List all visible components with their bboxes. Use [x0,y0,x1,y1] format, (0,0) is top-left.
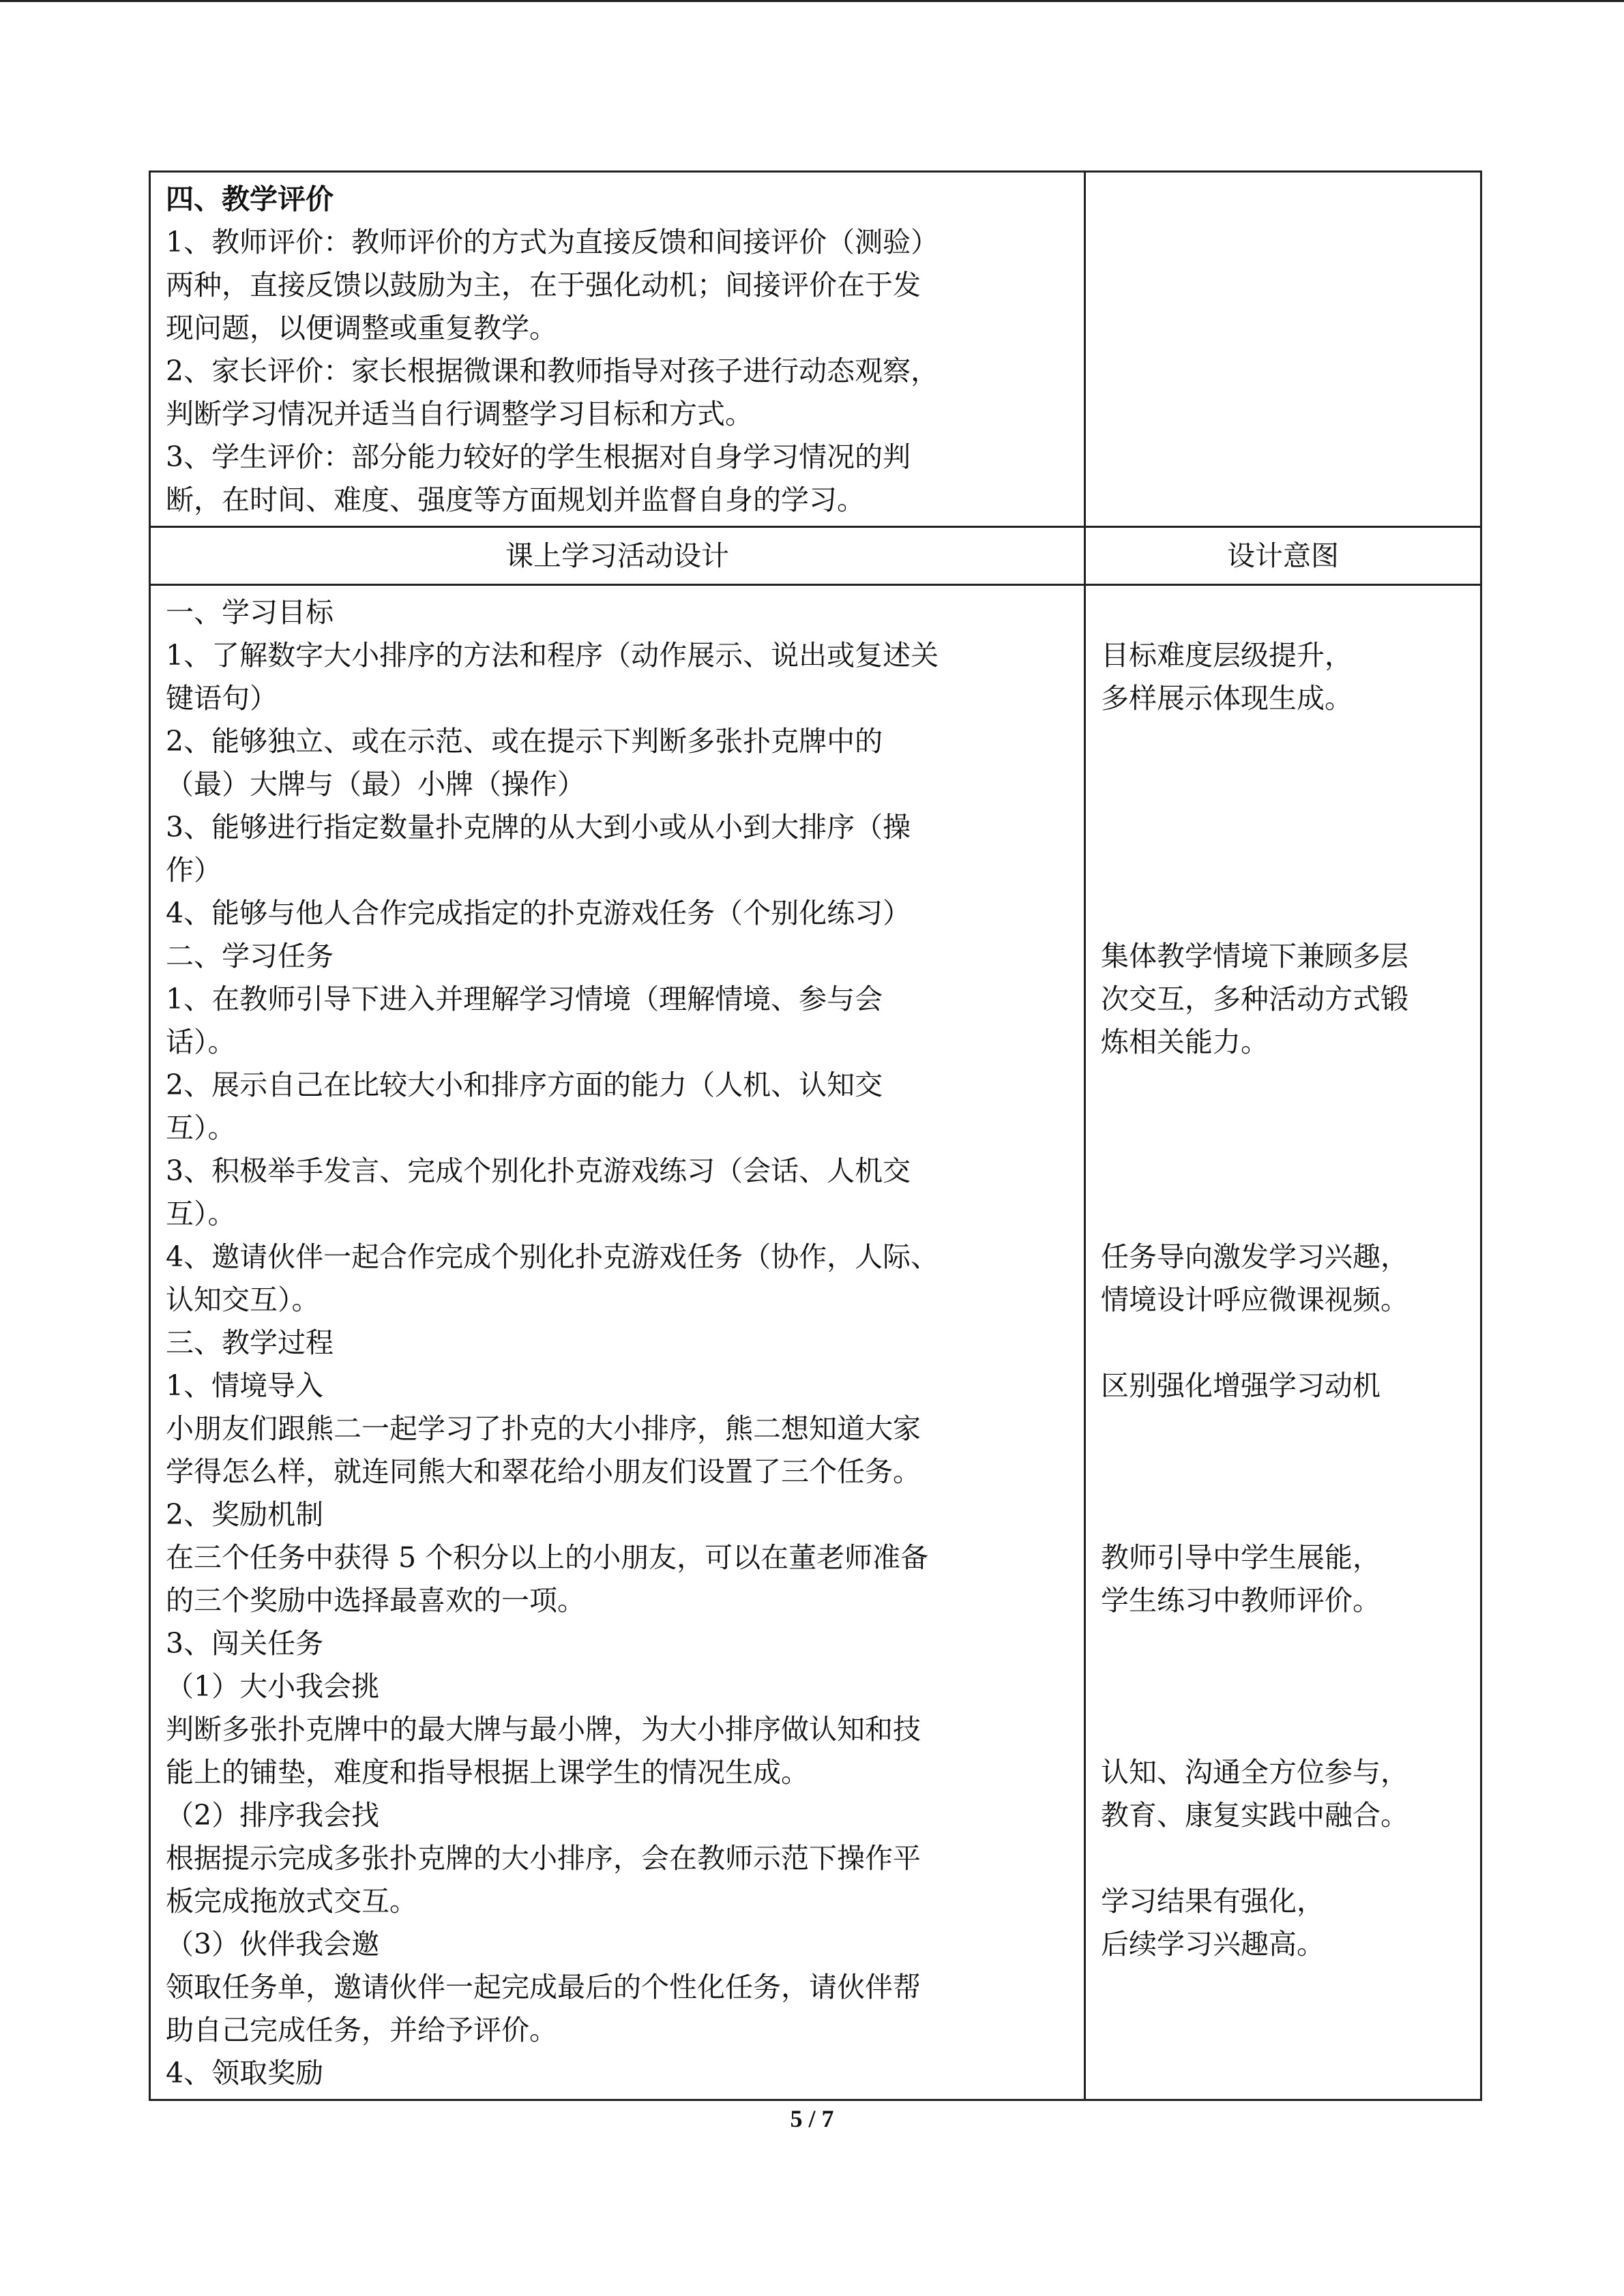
activity-line: 能上的铺垫，难度和指导根据上课学生的情况生成。 [166,1756,809,1789]
evaluation-cell [150,172,1085,527]
activity-line: （1）大小我会挑 [166,1670,380,1703]
activity-line: 3、积极举手发言、完成个别化扑克游戏练习（会话、人机交 [166,1154,911,1187]
intent-line [1101,1107,1468,1150]
intent-line [1101,1622,1468,1665]
activity-line: 作） [166,854,222,886]
intent-line [1101,763,1468,806]
activity-line: 学得怎么样，就连同熊大和翠花给小朋友们设置了三个任务。 [166,1455,921,1488]
activity-line: 小朋友们跟熊二一起学习了扑克的大小排序，熊二想知道大家 [166,1412,921,1445]
activity-line: 4、领取奖励 [166,2057,324,2089]
intent-header-cell [1085,527,1481,585]
activity-line: 互）。 [166,1112,236,1144]
activity-line: 认知交互）。 [166,1283,320,1316]
intent-line [1101,892,1468,935]
activity-line: 助自己完成任务，并给予评价。 [166,2014,557,2046]
activity-line: 在三个任务中获得 5 个积分以上的小朋友，可以在董老师准备 [166,1541,929,1574]
section-title: 四、教学评价 [166,183,334,215]
intent-header: 设计意图 [1227,539,1339,572]
evaluation-line: 判断学习情况并适当自行调整学习目标和方式。 [166,398,753,430]
activity-line: 判断多张扑克牌中的最大牌与最小牌，为大小排序做认知和技 [166,1713,921,1746]
activity-line: 4、邀请伙伴一起合作完成个别化扑克游戏任务（协作，人际、 [166,1240,939,1273]
intent-line: 次交互，多种活动方式锻 [1101,983,1408,1015]
intent-line: 多样展示体现生成。 [1101,682,1353,715]
intent-line [1101,1150,1468,1193]
intent-line: 学习结果有强化， [1101,1885,1325,1918]
intent-line [1101,1837,1468,1880]
evaluation-line: 3、学生评价：部分能力较好的学生根据对自身学习情况的判 [166,441,911,473]
intent-line [1101,1708,1468,1751]
activity-line: （3）伙伴我会邀 [166,1928,380,1960]
activity-line: 领取任务单，邀请伙伴一起完成最后的个性化任务，请伙伴帮 [166,1971,921,2003]
intent-line: 炼相关能力。 [1101,1026,1269,1058]
intent-line [1101,1064,1468,1107]
intent-line [1101,1322,1468,1365]
intent-line: 目标难度层级提升， [1101,639,1353,672]
evaluation-line: 两种，直接反馈以鼓励为主，在于强化动机；间接评价在于发 [166,269,921,301]
header-row [150,527,1481,585]
activity-line: 键语句） [166,682,278,715]
activity-line: 三、教学过程 [166,1326,334,1359]
activity-line: 1、情境导入 [166,1369,324,1402]
intent-line: 学生练习中教师评价。 [1101,1584,1381,1617]
evaluation-intent-cell [1085,172,1481,527]
evaluation-line: 断，在时间、难度、强度等方面规划并监督自身的学习。 [166,483,865,516]
content-row [150,585,1481,2100]
activity-line: 2、奖励机制 [166,1498,324,1531]
activity-line: 二、学习任务 [166,940,334,972]
activity-line: 话）。 [166,1026,236,1058]
intent-line [1101,849,1468,892]
activity-line: 根据提示完成多张扑克牌的大小排序，会在教师示范下操作平 [166,1842,921,1875]
activity-cell [150,585,1085,2100]
intent-cell [1085,585,1481,2100]
intent-line: 任务导向激发学习兴趣， [1101,1240,1408,1273]
activity-line: 3、能够进行指定数量扑克牌的从大到小或从小到大排序（操 [166,811,911,844]
intent-content [1086,586,1480,1970]
activity-line: （2）排序我会找 [166,1799,380,1832]
lesson-plan-table [149,170,1482,2101]
intent-line [1101,1493,1468,1536]
activity-header: 课上学习活动设计 [505,539,729,572]
activity-line: 板完成拖放式交互。 [166,1885,417,1918]
intent-line [1101,1407,1468,1450]
page-number: 5 / 7 [790,2105,834,2132]
intent-line [1101,1665,1468,1708]
intent-line: 区别强化增强学习动机 [1101,1369,1381,1402]
intent-line: 教师引导中学生展能， [1101,1541,1381,1574]
intent-line [1101,720,1468,763]
intent-line: 情境设计呼应微课视频。 [1101,1283,1408,1316]
activity-line: 2、能够独立、或在示范、或在提示下判断多张扑克牌中的 [166,725,883,758]
intent-line [1101,806,1468,849]
activity-line: 一、学习目标 [166,596,334,629]
intent-line: 后续学习兴趣高。 [1101,1928,1325,1960]
intent-line: 教育、康复实践中融合。 [1101,1799,1408,1832]
intent-line [1101,591,1468,634]
activity-content [151,586,1084,2099]
evaluation-line: 现问题，以便调整或重复教学。 [166,312,557,344]
evaluation-line: 1、教师评价：教师评价的方式为直接反馈和间接评价（测验） [166,226,939,258]
activity-line: 的三个奖励中选择最喜欢的一项。 [166,1584,585,1617]
activity-line: 1、在教师引导下进入并理解学习情境（理解情境、参与会 [166,983,883,1015]
intent-line: 集体教学情境下兼顾多层 [1101,940,1408,972]
intent-line: 认知、沟通全方位参与， [1101,1756,1408,1789]
activity-line: 3、闯关任务 [166,1627,324,1660]
evaluation-content [151,173,1084,526]
activity-line: （最）大牌与（最）小牌（操作） [166,768,585,801]
activity-line: 4、能够与他人合作完成指定的扑克游戏任务（个别化练习） [166,897,911,929]
activity-line: 2、展示自己在比较大小和排序方面的能力（人机、认知交 [166,1069,883,1101]
intent-line [1101,1450,1468,1493]
activity-line: 互）。 [166,1197,236,1230]
activity-line: 1、了解数字大小排序的方法和程序（动作展示、说出或复述关 [166,639,939,672]
activity-header-cell [150,527,1085,585]
top-border-line [0,0,1624,2]
evaluation-row [150,172,1481,527]
intent-line [1101,1193,1468,1236]
evaluation-line: 2、家长评价：家长根据微课和教师指导对孩子进行动态观察， [166,355,939,387]
